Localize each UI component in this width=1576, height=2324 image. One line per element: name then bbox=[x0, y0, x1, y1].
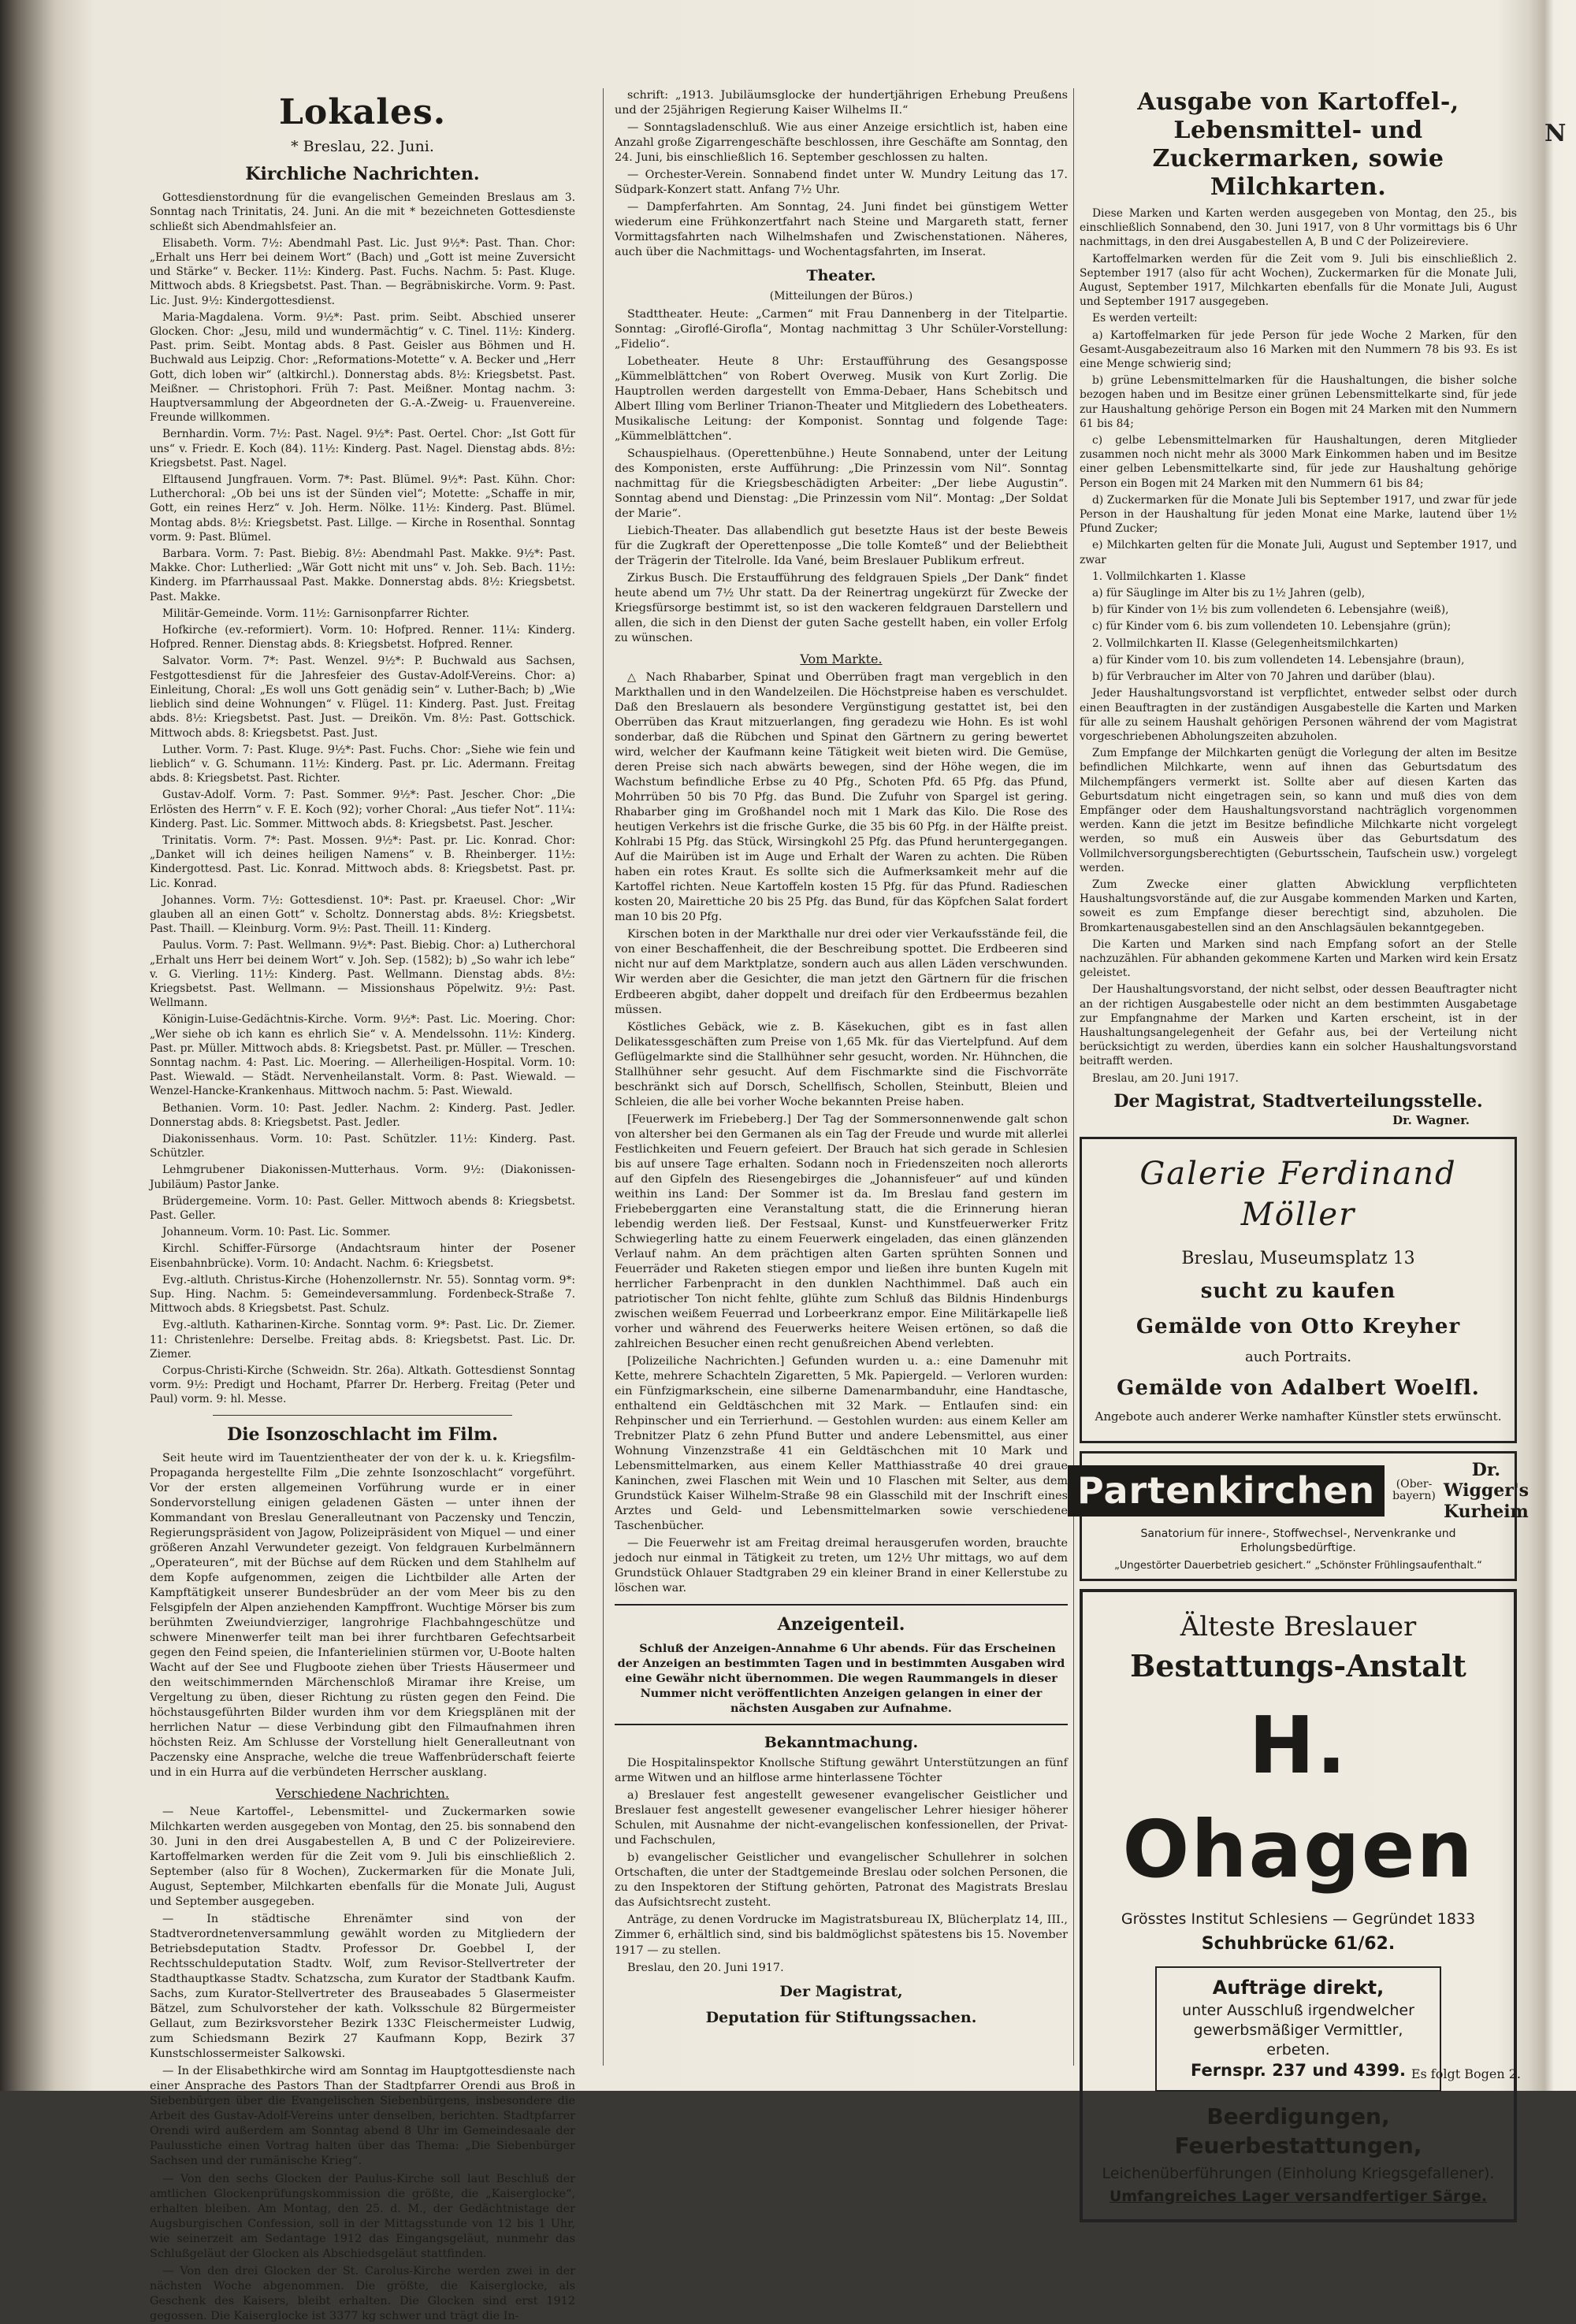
divider bbox=[615, 1604, 1068, 1606]
paragraph: 1. Vollmilchkarten 1. Klasse bbox=[1092, 570, 1246, 583]
column-rule bbox=[603, 88, 604, 2066]
paragraph: Corpus-Christi-Kirche (Schweidn. Str. 26a). Altkath. Gottesdienst Sonntag vorm. 9½: Predigt und Hochamt, Pfarrer Dr. Herberg. Freitag (Peter und Paul) vorm. 9: hl. Messe. bbox=[150, 1364, 575, 1406]
paragraph: Lehmgrubener Diakonissen-Mutterhaus. Vorm. 9½: (Diakonissen-Jubiläum) Pastor Janke. bbox=[150, 1164, 575, 1191]
heading-markte: Vom Markte. bbox=[800, 652, 883, 667]
paragraph: Elisabeth. Vorm. 7½: Abendmahl Past. Lic. Just 9½*: Past. Than. Chor: „Erhalt uns Herr bei deinem Wort“ (Bach) und „Gott ist meine Zuversicht und Stärke“ v. Becker. 11½: Kinderg. Past. Fuchs. Nachm. 5: Past. Kluge. Mittwoch abds. 8 Kriegsbetst. Past. Than. — Begräbniskirche. Vorm. 9: Past. Lic. Just. 9½: Kindergottesdienst. bbox=[150, 236, 575, 307]
paragraph: — Orchester-Verein. Sonnabend findet unter W. Mundry Leitung das 17. Südpark-Konzert statt. Anfang 7½ Uhr. bbox=[615, 169, 1068, 197]
paragraph: b) für Verbraucher im Alter von 70 Jahren und darüber (blau). bbox=[1092, 670, 1436, 684]
paragraph: — In der Elisabethkirche wird am Sonntag im Hauptgottesdienste nach einer Ansprache des Pastors Than der Stadtpfarrer Orendi aus Broß in Siebenbürgen über die Evangelischen Siebenbürgens, insbesondere die Arbeit des Gustav-Adolf-Vereins unter denselben, berichten. Stadtpfarrer Orendi wird außerdem am Sonntag abend 8 Uhr im Gemeindesaale der Paulusstiche einen Vortrag halten über das Thema: „Die Siebenbürger Sachsen und der rumänische Krieg“. bbox=[150, 2065, 575, 2168]
ohagen-mid: Bestattungs-Anstalt bbox=[1130, 1647, 1466, 1684]
carry-text bbox=[615, 88, 1068, 260]
paragraph: Evg.-altluth. Katharinen-Kirche. Sonntag vorm. 9*: Past. Lic. Dr. Ziemer. 11: Christenlehre: Derselbe. Freitag abds. 8: Kriegsbetst. Past. Lic. Dr. Ziemer. bbox=[150, 1319, 575, 1361]
paragraph: △ Nach Rhabarber, Spinat und Oberrüben fragt man vergeblich in den Markthallen und in den Wandelzeilen. Die Höchstpreise haben es verschuldet. Daß den Breslauern als besondere Vergünstigung gestattet ist, bei den Oberrüben das Kraut mitzuerlangen, fing geradezu wie Hohn. Es ist wohl sonderbar, daß die Rübchen und Spinat den Gärtnern zu gering bewertet wird, welcher der Kaufmann keine Tätigkeit weit bieten wird. Die Gemüse, deren Preise sich nach abwärts bewegen, sind der Höhe wegen, die im Wachstum befindliche Erbse zu 40 Pfg., Schoten Pfd. 65 Pfg. das Pfund, Mohrrüben 50 bis 70 Pfg. das Bund. Die Zufuhr von Spargel ist gering. Rhabarber ging im Großhandel noch mit 1 Mark das Kilo. Die Rose des heutigen Verkehrs ist die frische Gurke, die 35 bis 60 Pfg. in der Hälfte preist. Kohlrabi 15 Pfg. das Stück, Wirsingkohl 25 Pfg. das Pfund heruntergegangen. Auf die Mairüben ist im Auge und Erhalt der Waren zu achten. Die Rüben haben ein rotes Kraut. Es sollte sich die Aufmerksamkeit mehr auf die Kartoffel richten. Neue Kartoffeln kosten 15 Pfg. für das Pfund. Radieschen kosten 20, Mairettiche 20 bis 25 Pfg. das Bund, für das Köpfchen Salat fordert man 10 bis 20 Pfg. bbox=[615, 671, 1068, 924]
theater-text bbox=[615, 307, 1068, 646]
paragraph: Gustav-Adolf. Vorm. 7: Past. Sommer. 9½*: Past. Jescher. Chor: „Die Erlösten des Herrn“ v. F. E. Koch (92); vorher Choral: „Aus tiefer Not“. 11¼: Kinderg. Past. Lic. Sommer. Mittwoch abds. 8: Kriegsbetst. Past. Jescher. bbox=[150, 789, 575, 830]
paragraph: Schauspielhaus. (Operettenbühne.) Heute Sonnabend, unter der Leitung des Komponisten, erste Aufführung: „Die Prinzessin vom Nil“. Sonntag nachmittag für die Kriegsbeschädigten Arbeiter: „Der liebe Augustin“. Sonntag abend und Dienstag: „Die Prinzessin vom Nil“. Montag: „Der Soldat der Marie“. bbox=[615, 447, 1068, 520]
paragraph: Brüdergemeine. Vorm. 10: Past. Geller. Mittwoch abends 8: Kriegsbetst. Past. Geller. bbox=[150, 1194, 575, 1222]
paragraph: schrift: „1913. Jubiläumsglocke der hundertjährigen Erhebung Preußens und der 25jährigen Regierung Kaiser Wilhelms II.“ bbox=[615, 89, 1068, 117]
column-middle bbox=[615, 88, 1068, 2073]
column-lokales bbox=[150, 88, 575, 2322]
paragraph: — Die Feuerwehr ist am Freitag dreimal herausgerufen worden, brauchte jedoch nur einmal in Tätigkeit zu treten, um 12½ Uhr mittags, wo auf dem Grundstück Ohlauer Stadtgraben 29 ein kleiner Brand in einer Kellerstube zu löschen war. bbox=[615, 1537, 1068, 1595]
paragraph: Königin-Luise-Gedächtnis-Kirche. Vorm. 9½*: Past. Lic. Moering. Chor: „Wer siehe ob ich kann es ehrlich Sie“ v. A. Mendelssohn. 11½: Kinderg. Past. pr. Müller. Mittwoch abds. 8: Kriegsbetst. Past. pr. Müller. — Treschen. Sonntag nachm. 4: Past. Lic. Moering. — Allerheiligen-Hospital. Vorm. 10: Past. Wiewald. — Städt. Nervenheilanstalt. Vorm. 8: Past. Wiewald. — Wenzel-Hancke-Krankenhaus. Mittwoch nachm. 5: Past. Wiewald. bbox=[150, 1013, 575, 1098]
verschiedene-text bbox=[150, 1805, 575, 2324]
partenkirchen-header bbox=[1077, 1459, 1529, 1522]
paragraph: — Neue Kartoffel-, Lebensmittel- und Zuckermarken sowie Milchkarten werden ausgegeben von Montag, den 25. bis sonnabend den 30. Juni in den drei Ausgabestellen A, B und C der Polizeireviere. Kartoffelmarken werden für die Zeit vom 9. Juli bis einschließlich 2. September (also für 8 Wochen), Zuckermarken für die Monate Juli, August, September, Milchkarten ebenfalls für die Monate Juli, August und September ausgegeben. bbox=[150, 1806, 575, 1909]
paragraph: a) Breslauer fest angestellt gewesener evangelischer Geistlicher und Breslauer fest angestellt gewesener evangelischer Lehrer hiesiger höherer Schulen, mit Ausnahme der nicht-evangelischen konfessionellen, der Privat- und Fachschulen, bbox=[615, 1789, 1068, 1847]
markte-text bbox=[615, 670, 1068, 1109]
paragraph: 2. Vollmilchkarten II. Klasse (Gelegenheitsmilchkarten) bbox=[1092, 637, 1399, 650]
paragraph: — Von den sechs Glocken der Paulus-Kirche soll laut Beschluß der amtlichen Glockenprüfungskommission die größte, die „Kaiserglocke“, erhalten bleiben. Am Montag, den 25. d. M., der Gedächtnistage der Augsburgischen Confession, soll in der Mittagsstunde von 12 bis 1 Uhr, wie seinerzeit am Sedantage 1912 das Eingangsgeläut, nunmehr das Schlußgeläut der Glocken als Abschiedsgeläut stattfinden. bbox=[150, 2172, 575, 2260]
paragraph: Köstliches Gebäck, wie z. B. Käsekuchen, gibt es in fast allen Delikatessgeschäften zum Preise von 1,65 Mk. für das Viertelpfund. Auf dem Geflügelmarkte sind die Stallhühner sehr gesucht, worden. Nr. Hühnchen, die Stallhühner sehr gesucht. Auf dem Fischmarkte sind die Fischvorräte beschränkt sich auf Dorsch, Schellfisch, Schollen, Steinbutt, Bleien und Schleien, die alle bei vorher Woche bekannten Preise haben. bbox=[615, 1020, 1068, 1108]
paragraph: a) für Kinder vom 10. bis zum vollendeten 14. Lebensjahre (braun), bbox=[1092, 653, 1465, 666]
partenkirchen-region: (Ober- bayern) bbox=[1392, 1477, 1436, 1503]
gallery-line1: sucht zu kaufen bbox=[1200, 1279, 1396, 1304]
kirchliche-text bbox=[150, 191, 575, 1406]
paragraph: Bethanien. Vorm. 10: Past. Jedler. Nachm. 2: Kinderg. Past. Jedler. Donnerstag abds. 8: Kriegsbetst. Past. Jedler. bbox=[150, 1101, 575, 1129]
theater-subheading: (Mitteilungen der Büros.) bbox=[769, 290, 913, 303]
gallery-line3: auch Portraits. bbox=[1244, 1348, 1352, 1365]
ohagen-bottom2: Leichenüberführungen (Einholung Kriegsgefallener). bbox=[1102, 2164, 1495, 2182]
paragraph: b) für Kinder von 1½ bis zum vollendeten 6. Lebensjahre (weiß), bbox=[1092, 603, 1449, 617]
polizei-text bbox=[615, 1354, 1068, 1596]
gallery-ad bbox=[1080, 1137, 1517, 1443]
paragraph: Diese Marken und Karten werden ausgegeben von Montag, den 25., bis einschließlich Sonnabend, den 30. Juni 1917, von 8 Uhr vormittags bis 6 Uhr nachmittags, in den drei Ausgabestellen A, B und C der Polizeireviere. bbox=[1080, 207, 1517, 249]
paragraph: Maria-Magdalena. Vorm. 9½*: Past. prim. Seibt. Abschied unserer Glocken. Chor: „Jesu, mild und wundermächtig“ v. C. Tinel. 11½: Kinderg. Past. prim. Seibt. Montag abds. 8 Past. Geisler aus Böhmen und H. Buchwald aus Leipzig. Chor: „Reformations-Motette“ v. A. Becker und „Herr Gott, dich loben wir“ (altkirchl.). Donnerstag abds. 8½: Kriegsbetst. Past. Meißner. — Christophori. Früh 7: Past. Meißner. Montag nachm. 3: Hauptversammlung der Abgeordneten der G.-A.-Zweig- u. Frauenvereine. Freunde willkommen. bbox=[150, 310, 575, 425]
paragraph: e) Milchkarten gelten für die Monate Juli, August und September 1917, und zwar bbox=[1080, 539, 1517, 566]
paragraph: Militär-Gemeinde. Vorm. 11½: Garnisonpfarrer Richter. bbox=[162, 607, 470, 620]
paragraph: c) gelbe Lebensmittelmarken für Haushaltungen, deren Mitglieder zusammen noch nicht mehr als 3000 Mark Einkommen haben und im Besitze einer gelben Lebensmittelkarte sind, für jede zur Haushaltung gehörige Person ein Bogen mit 24 Marken mit den Nummern 61 bis 84; bbox=[1080, 434, 1517, 490]
paragraph: Barbara. Vorm. 7: Past. Biebig. 8½: Abendmahl Past. Makke. 9½*: Past. Makke. Chor: Lutherlied: „Wär Gott nicht mit uns“ v. Joh. Seb. Bach. 11½: Kinderg. im Pfarrhaussaal Past. Makke. Donnerstag abds. 8½: Kriegsbetst. Past. Makke. bbox=[150, 548, 575, 603]
paragraph: d) Zuckermarken für die Monate Juli bis September 1917, und zwar für jede Person in der Haushaltung für jeden Monat eine Marke, lautend über 1½ Pfund Zucker; bbox=[1080, 493, 1517, 536]
heading-kirchliche: Kirchliche Nachrichten. bbox=[245, 164, 480, 185]
partenkirchen-line1: Sanatorium für innere-, Stoffwechsel-, Nervenkranke und Erholungsbedürftige. bbox=[1140, 1527, 1456, 1555]
paragraph: a) für Säuglinge im Alter bis zu 1½ Jahren (gelb), bbox=[1092, 587, 1366, 600]
paragraph: Zirkus Busch. Die Erstaufführung des feldgrauen Spiels „Der Dank“ findet heute abend um 7½ Uhr statt. Da der Reinertrag ungekürzt für Zwecke der Kriegsfürsorge bestimmt ist, so ist den wackeren feldgrauen Darstellern und allen, die sich in den Dienst der guten Sache gestellt haben, ein voller Erfolg zu wünschen. bbox=[615, 571, 1068, 645]
paragraph: Anträge, zu denen Vordrucke im Magistratsbureau IX, Blücherplatz 14, III., Zimmer 6, erhältlich sind, sind bis baldmöglichst spätestens bis 15. November 1917 — zu stellen. bbox=[615, 1914, 1068, 1957]
paragraph: — Dampferfahrten. Am Sonntag, 24. Juni findet bei günstigem Wetter wiederum eine Frühkonzertfahrt nach Steine und Margareth statt, ferner Vormittagsfahrten nach Wilhelmshafen und Zwischenstationen. Näheres, auch über die Nachmittags- und Wochentagsfahrten, im Inserat. bbox=[615, 201, 1068, 259]
ohagen-inner2: unter Ausschluß irgendwelcher gewerbsmäßiger Vermittler, erbeten. bbox=[1182, 2001, 1414, 2059]
ad-signature: Der Magistrat, Stadtverteilungsstelle. bbox=[1113, 1090, 1483, 1112]
paragraph: Evg.-altluth. Christus-Kirche (Hohenzollernstr. Nr. 55). Sonntag vorm. 9*: Sup. Hing. Nachm. 5: Gemeindeversammlung. Fordenbeck-Straße 7. Mittwoch abds. 8 Kriegsbetst. Past. Schulz. bbox=[150, 1273, 575, 1316]
gallery-line5: Angebote auch anderer Werke namhafter Künstler stets erwünscht. bbox=[1095, 1409, 1502, 1424]
paragraph: Die Hospitalinspektor Knollsche Stiftung gewährt Unterstützungen an fünf arme Witwen und an hilflose arme hinterlassene Töchter bbox=[615, 1757, 1068, 1785]
paragraph: Seit heute wird im Tauentzientheater der von der k. u. k. Kriegsfilm-Propaganda hergestellte Film „Die zehnte Isonzoschlacht“ vorgeführt. Vor der ersten allgemeinen Vorführung wurde er in einer Sondervorstellung einigen geladenen Gästen — unter ihnen der Kommandant von Breslau Generalleutnant von Paczensky und Tenczin, Regierungspräsident von Jagow, Polizeipräsident von Miquel — und einer größeren Anzahl Verwundeter gezeigt. Von feldgrauen Kurbelmännern „Operateuren“, mit der Büchse auf dem Rücken und dem Stahlhelm auf dem Kopfe aufgenommen, zeigen die Lichtbilder alle Arten der Kampftätigkeit unserer Bundesbrüder an der vom Meer bis zu den Felsgipfeln der Alpen anziehenden Kampffront. Wuchtige Mörser bis zum berühmten Zweiundvierziger, langrohrige Flachbahngeschütze und schwere Minenwerfer teilt man bei ihrer furchtbaren Gefechtsarbeit gegen den Feind speien, die Infanterielinien stürmen vor, U-Boote halten Wacht auf der See und Flugboote ziehen über Triests Häusermeer und den weitschimmernden Märchenschloß Miramar ihre Kreise, um Vergeltung zu üben, dieser Richtung zu rüsten gegen den Feind. Die höchstausgeführten Bilder wurden ihm vor dem Kriegsplänen mit der herrlichen Natur — diese Verbindung gibt den Filmaufnahmen ihren höchsten Reiz. Am Schlusse der Vorstellung hielt Generalleutnant von Paczensky eine Ansprache, welche die treue Waffenbrüderschaft feierte und in ein Hurra auf die verbündeten Herrscher ausklang. bbox=[150, 1451, 575, 1779]
paragraph: Johanneum. Vorm. 10: Past. Lic. Sommer. bbox=[162, 1226, 391, 1239]
anzeigen-text: Schluß der Anzeigen-Annahme 6 Uhr abends. Für das Erscheinen der Anzeigen an bestimmten Tagen und in bestimmten Ausgaben wird eine Gewähr nicht übernommen. Die wegen Raummangels in dieser Nummer nicht veröffentlichten Anzeigen gelangen in einer der nächsten Ausgaben zur Aufnahme. bbox=[617, 1642, 1065, 1716]
paragraph: [Feuerwerk im Friebeberg.] Der Tag der Sommersonnenwende galt schon von altersher bei den Germanen als ein Tag der Freude und wurde mit allerlei Festlichkeiten und Feuern gefeiert. Der Brauch hat sich gerade in Schlesien bis auf unsere Tage erhalten. Sodann noch in Friedenszeiten noch allerorts auf den Gipfeln des Riesengebirges die „Johannisfeuer“ auf und künden weithin ins Land: Der Sommer ist da. Im Breslau fand gestern im Friebeberggarten eine Veranstaltung statt, die die Erinnerung hieran lebendig werden ließ. Der Festsaal, Kunst- und Kunstfeuerwerker Fritz Schwiegerling hatte zu einem Feuerwerk eingeladen, das einen glänzenden Verlauf nahm. An dem prächtigen alten Garten sprühten Sonnen und Feuerräder und Raketen stiegen empor und ließen ihre bunten Kugeln mit herrlicher Farbenpracht in den dunklen Nachthimmel. Daß auch ein patriotischer Ton nicht fehlte, glühte zum Schluß das Bildnis Hindenburgs zwischen weißem Feuerrad und Lorbeerkranz empor. Eine Militärkapelle ließ vorher und während des Feuerwerks heitere Weisen ertönen, so daß die zahlreichen Besucher einen recht genußreichen Abend verlebten. bbox=[615, 1112, 1068, 1350]
paragraph: Zum Empfange der Milchkarten genügt die Vorlegung der alten im Besitze befindlichen Milchkarte, wenn auf ihnen das Geburtsdatum des Milchempfängers vermerkt ist. Sollte aber auf diesen Karten das Geburtsdatum nicht eingetragen sein, so kann und muß dies von dem Empfänger oder dem Haushaltungsvorstand nachträglich vorgenommen werden. Kann die jetzt im Besitze befindliche Milchkarte nicht vorgelegt werden, so muß ein Ausweis über das Geburtsdatum des Vollmilchversorgungsberechtigten (Geburtsschein, Taufschein usw.) vorgelegt werden. bbox=[1080, 747, 1517, 874]
partenkirchen-name: Partenkirchen bbox=[1068, 1465, 1385, 1517]
divider bbox=[213, 1415, 512, 1416]
ohagen-line1: Grösstes Institut Schlesiens — Gegründet 1833 bbox=[1121, 1910, 1476, 1929]
paragraph: Trinitatis. Vorm. 7*: Past. Mossen. 9½*: Past. pr. Lic. Konrad. Chor: „Danket will ich deines heiligen Namens“ v. B. Rheinberger. 11½: Kindergottesd. Past. Lic. Konrad. Mittwoch abds. 8: Kriegsbetst. Past. pr. Lic. Konrad. bbox=[150, 833, 575, 890]
divider bbox=[615, 1724, 1068, 1725]
heading-isonzo: Die Isonzoschlacht im Film. bbox=[227, 1424, 498, 1445]
ohagen-inner-box bbox=[1155, 1966, 1441, 2092]
paragraph: Jeder Haushaltungsvorstand ist verpflichtet, entweder selbst oder durch einen Beauftragten in der zuständigen Ausgabestelle die Karten und Marken für alle zu seinem Haushalt gehörigen Personen während der vom Magistrat vorgeschriebenen Abholungszeiten abzuholen. bbox=[1080, 687, 1517, 743]
ohagen-inner1: Aufträge direkt, bbox=[1212, 1977, 1385, 1999]
paragraph: Luther. Vorm. 7: Past. Kluge. 9½*: Past. Fuchs. Chor: „Siehe wie fein und lieblich“ v. G. Schumann. 11½: Kinderg. Past. pr. Lic. Adermann. Freitag abds. 8: Kriegsbetst. Past. Richter. bbox=[150, 743, 575, 785]
ad-heading-marken: Ausgabe von Kartoffel-, Lebensmittel- und Zuckermarken, sowie Milchkarten. bbox=[1137, 88, 1459, 201]
ohagen-name: H. Ohagen bbox=[1122, 1699, 1474, 1896]
gallery-title: Galerie Ferdinand Möller bbox=[1139, 1155, 1457, 1234]
paragraph: Die Karten und Marken sind nach Empfang sofort an der Stelle nachzuzählen. Für abhanden gekommene Karten und Marken wird kein Ersatz geleistet. bbox=[1080, 937, 1517, 980]
adjacent-page-edge: N bbox=[1544, 120, 1567, 147]
paragraph: Lobetheater. Heute 8 Uhr: Erstaufführung des Gesangsposse „Kümmelblättchen“ von Robert Overweg. Musik von Kurt Zorlig. Die Hauptrollen werden dargestellt von Emma-Debaer, Hans Schebitsch und Albert Illing vom Berliner Trianon-Theater und Mitgliedern des Lobetheaters. Musikalische Leitung: der Komponist. Sonntag und folgende Tage: „Kümmelblättchen“. bbox=[615, 355, 1068, 443]
paragraph: Kartoffelmarken werden für die Zeit vom 9. Juli bis einschließlich 2. September 1917 (also für acht Wochen), Zuckermarken für die Monate Juli, August, September 1917, Milchkarten ebenfalls für die Monate Juli, August und September 1917 ausgegeben. bbox=[1080, 252, 1517, 309]
ad-marken-text bbox=[1080, 206, 1517, 1086]
ad-signer: Dr. Wagner. bbox=[1392, 1112, 1470, 1127]
paragraph: b) grüne Lebensmittelmarken für die Haushaltungen, die bisher solche bezogen haben und im Besitze einer grünen Lebensmittelkarte sind, für jede zur Haushaltung gehörige Person ein Bogen mit 24 Marken mit den Nummern 61 bis 84; bbox=[1080, 374, 1517, 430]
paragraph: Der Haushaltungsvorstand, der nicht selbst, oder dessen Beauftragter nicht an der richtigen Ausgabestelle oder nicht an dem bestimmten Ausgabetage zur Empfangnahme der Marken und Karten erscheint, ist in der Haushaltungsangelegenheit der Gefahr aus, bei der Verteilung nicht berücksichtigt zu werden, überdies kann ein solcher Haushaltungsvorstand beitrafft werden. bbox=[1080, 983, 1517, 1068]
paragraph: b) evangelischer Geistlicher und evangelischer Schullehrer in solchen Ortschaften, die unter der Stadtgemeinde Breslau oder solchen Personen, die zu den Inspektoren der Stiftung gehörten, Patronat des Magistrats Breslau das Aufsichtsrecht zusteht. bbox=[615, 1851, 1068, 1910]
paragraph: a) Kartoffelmarken für jede Person für jede Woche 2 Marken, für den Gesamt-Ausgabezeitraum also 16 Marken mit den Nummern 78 bis 93. Es ist eine Menge schwierig sind; bbox=[1080, 329, 1517, 371]
isonzo-text bbox=[150, 1451, 575, 1780]
ohagen-bottom: Beerdigungen, Feuerbestattungen, bbox=[1174, 2103, 1422, 2159]
partenkirchen-line2: „Ungestörter Dauerbetrieb gesichert.“ „Schönster Frühlingsaufenthalt.“ bbox=[1114, 1559, 1482, 1572]
heading-verschiedene: Verschiedene Nachrichten. bbox=[276, 1786, 449, 1802]
heading-bekannt: Bekanntmachung. bbox=[764, 1734, 919, 1752]
paragraph: Johannes. Vorm. 7½: Gottesdienst. 10*: Past. pr. Kraeusel. Chor: „Wir glauben all an einen Gott“ v. Scholtz. Donnerstag abds. 8½: Kriegsbetst. Past. Thaill. — Kleinburg. Vorm. 9½: Past. Theill. 11: Kinderg. bbox=[150, 893, 575, 936]
paragraph: Diakonissenhaus. Vorm. 10: Past. Schützler. 11½: Kinderg. Past. Schützler. bbox=[150, 1132, 575, 1160]
paragraph: Breslau, am 20. Juni 1917. bbox=[1092, 1071, 1239, 1085]
paragraph: c) für Kinder vom 6. bis zum vollendeten 10. Lebensjahre (grün); bbox=[1092, 620, 1451, 633]
paragraph: — In städtische Ehrenämter sind von der Stadtverordnetenversammlung gewählt worden zu Mitgliedern der Betriebsdeputation Stadtv. Professor Dr. Goebbel I, der Rechtsschuldeputation Stadtv. Wolf, zum Revisor-Stellvertreter der Stadthauptkasse Stadtv. Schatzscha, zum Kurator der Stadtbank Kaufm. Sachs, zum Kurator-Stellvertreter des Brauseabades 5 Glasermeister Bätzel, zum Schulvorsteher der kath. Volksschule 82 Bürgermeister Gellaut, zum Bezirksvorsteher Bezirk 133C Fleischermeister Ludwig, zum Schiedsmann Bezirk 27 Kaufmann Kopp, Bezirk 37 Kunstschlossermeister Salkowski. bbox=[150, 1913, 575, 2061]
section-heading-lokales: Lokales. bbox=[278, 92, 447, 132]
paragraph: Liebich-Theater. Das allabendlich gut besetzte Haus ist der beste Beweis für die Zugkraft der Operettenposse „Die tolle Komteß“ und der Beliebtheit der Trägerin der Titelrolle. Ida Vané, beim Breslauer Publikum erfreut. bbox=[615, 524, 1068, 567]
paragraph: Bernhardin. Vorm. 7½: Past. Nagel. 9½*: Past. Oertel. Chor: „Ist Gott für uns“ v. Friedr. E. Koch (84). 11½: Kinderg. Past. Nagel. Dienstag abds. 8½: Kriegsbetst. Past. Nagel. bbox=[150, 428, 575, 470]
paragraph: Breslau, den 20. Juni 1917. bbox=[627, 1961, 784, 1974]
signatory-magistrat: Der Magistrat, bbox=[779, 1982, 903, 2000]
paragraph: — Von den drei Glocken der St. Carolus-Kirche werden zwei in der nächsten Woche abgenommen. Die größte, die Kaiserglocke, als Geschenk des Kaisers, bleibt erhalten. Die Glocken sind erst 1912 gegossen. Die Kaiserglocke ist 3377 kg schwer und trägt die In- bbox=[150, 2264, 575, 2322]
ohagen-ad bbox=[1080, 1589, 1517, 2222]
dateline: * Breslau, 22. Juni. bbox=[291, 138, 434, 156]
ohagen-bottom3: Umfangreiches Lager versandfertiger Särge. bbox=[1109, 2187, 1488, 2205]
bekannt-text bbox=[615, 1756, 1068, 1975]
paragraph: Hofkirche (ev.-reformiert). Vorm. 10: Hofpred. Renner. 11¼: Kinderg. Hofpred. Renner. Dienstag abds. 8: Kriegsbetst. Hofpred. Renner. bbox=[150, 624, 575, 652]
paragraph: Stadttheater. Heute: „Carmen“ mit Frau Dannenberg in der Titelpartie. Sonntag: „Giroflé-Girofla“, Montag nachmittag 3 Uhr Schüler-Vorstellung: „Fidelio“. bbox=[615, 307, 1068, 351]
paragraph: Gottesdienstordnung für die evangelischen Gemeinden Breslaus am 3. Sonntag nach Trinitatis, 24. Juni. An die mit * bezeichneten Gottesdienste schließt sich Abendmahlsfeier an. bbox=[150, 191, 575, 233]
paragraph: Salvator. Vorm. 7*: Past. Wenzel. 9½*: P. Buchwald aus Sachsen, Festgottesdienst für die Jahresfeier des Gustav-Adolf-Vereins. Chor: a) Einleitung, Choral: „Es woll uns Gott genädig sein“ v. Luther-Bach; b) „Wie lieblich sind deine Wohnungen“ v. Flügel. 11: Kinderg. Past. Just. Freitag abds. 8½: Kriegsbetst. Past. Just. — Dreikön. Vm. 8½: Past. Gottschick. Mittwoch abds. 8: Kriegsbetst. Past. Just. bbox=[150, 655, 575, 740]
footer-note: Es folgt Bogen 2. bbox=[1411, 2066, 1521, 2081]
partenkirchen-ad bbox=[1077, 1451, 1529, 1581]
paragraph: Kirschen boten in der Markthalle nur drei oder vier Verkaufsstände feil, die von einer Beschaffenheit, die der Beschreibung spottet. Die Erdbeeren sind nicht nur auf dem Marktplatze, sondern auch aus allen Läden verschwunden. Wir werden aber die Gesichter, die man jetzt den Gärtnern für die frischen Erdbeeren abgibt, daher doppelt und dreifach für den Erdbeermus bezahlen müssen. bbox=[615, 928, 1068, 1016]
heading-anzeigen: Anzeigenteil. bbox=[777, 1614, 905, 1635]
paragraph: Paulus. Vorm. 7: Past. Wellmann. 9½*: Past. Biebig. Chor: a) Lutherchoral „Erhalt uns Herr bei deinem Wort“ v. Joh. Sep. (1582); b) „So wahr ich lebe“ v. G. Vierling. 11½: Kinderg. Past. Wellmann. Dienstag abds. 8½: Kriegsbetst. Past. Wellmann. — Missionshaus Pöpelwitz. 9½: Past. Wellmann. bbox=[150, 939, 575, 1010]
paragraph: Kirchl. Schiffer-Fürsorge (Andachtsraum hinter der Posener Eisenbahnbrücke). Vorm. 10: Andacht. Nachm. 6: Kriegsbetst. bbox=[150, 1242, 575, 1270]
gallery-line4: Gemälde von Adalbert Woelfl. bbox=[1117, 1375, 1480, 1400]
paragraph: Elftausend Jungfrauen. Vorm. 7*: Past. Blümel. 9½*: Past. Kühn. Chor: Lutherchoral: „Ob bei uns ist der Sünden viel“; Motette: „Schaffe in mir, Gott, ein reines Herz“ v. Joh. Herm. Nölke. 11½: Kinderg. Past. Blümel. Montag abds. 8½: Kriegsbetst. Past. Lillge. — Kirche in Rosenthal. Sonntag vorm. 9: Past. Blümel. bbox=[150, 473, 575, 544]
heading-theater: Theater. bbox=[806, 267, 876, 285]
paragraph: Es werden verteilt: bbox=[1092, 312, 1198, 325]
gallery-address: Breslau, Museumsplatz 13 bbox=[1181, 1249, 1415, 1269]
ohagen-top: Älteste Breslauer bbox=[1180, 1610, 1417, 1643]
ohagen-inner3: Fernspr. 237 und 4399. bbox=[1190, 2061, 1407, 2081]
gallery-line2: Gemälde von Otto Kreyher bbox=[1136, 1314, 1461, 1338]
paragraph: [Polizeiliche Nachrichten.] Gefunden wurden u. a.: eine Damenuhr mit Kette, mehrere Schachteln Zigaretten, 5 Mk. Papiergeld. — Verloren wurden: ein Fünfzigmarkschein, eine silberne Damenarmbanduhr, eine Handtasche, enthaltend ein Geldtäschchen mit 32 Mark. — Entlaufen sind: ein Rehpinscher und ein Terrierhund. — Gestohlen wurden: aus einem Keller am Trebnitzer Platz 6 zehn Pfund Butter und andere Lebensmittel, aus einer Wohnung Vinzenzstraße 41 ein Geldtäschchen mit 10 Mark und Lebensmittelmarken, aus einem Keller Matthiasstraße 40 drei graue Kaninchen, zwei Flaschen mit Wein und 10 Flaschen mit Selter, aus dem Grundstück Kaiser Wilhelm-Straße 98 ein Glasschild mit der Inschrift eines Arztes und Geld- und Lebensmittelmarken sowie verschiedene Taschenbücher. bbox=[615, 1354, 1068, 1533]
paragraph: Zum Zwecke einer glatten Abwicklung verpflichteten Haushaltungsvorstände auf, die zur Ausgabe kommenden Marken und Karten, soweit es zum Empfange dieser berechtigt sind, abzuholen. Die Bromkartenausgabestellen sind an den Anschlagsäulen bekanntgegeben. bbox=[1080, 878, 1517, 934]
ohagen-address: Schuhbrücke 61/62. bbox=[1201, 1934, 1396, 1955]
feuerwerk-text bbox=[615, 1112, 1068, 1352]
column-rule bbox=[1073, 88, 1074, 2066]
signatory-deputation: Deputation für Stiftungssachen. bbox=[705, 2008, 977, 2026]
partenkirchen-kurheim: Dr. Wigger's Kurheim bbox=[1443, 1459, 1529, 1522]
paragraph: — Sonntagsladenschluß. Wie aus einer Anzeige ersichtlich ist, haben eine Anzahl große Zigarrengeschäfte beschlossen, ihre Geschäfte am Sonntag, den 24. Juni, bis einschließlich 16. September geschlossen zu halten. bbox=[615, 121, 1068, 165]
